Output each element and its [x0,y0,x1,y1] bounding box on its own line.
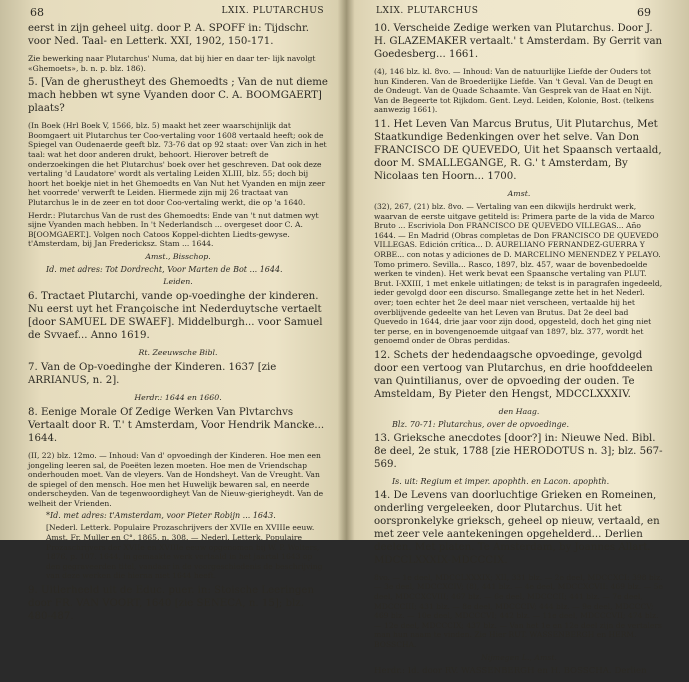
right-page [336,0,689,676]
entry-12-note: Blz. 70-71: Plutarchus, over de opvoedinge. [392,419,569,429]
entry-14-herdr: Herdr.: Id. door RV. WASSENBERGH en H. BOSSCHA. Derlien [374,665,647,676]
entry-8-address: *Id. met adres: t'Amsterdam, voor Pieter Robijn ... 1643. [46,511,276,521]
entry-12: 12. Schets der hedendaagsche opvoedinge, gevolgd door een vertoog van Plutarchus, en drie hoofddeelen van Quintilianus, over de opvoeding der ouden. Te Amsteldam, By Pieter den Hengst, MDCCLXXXIV. [374,349,653,400]
entry-10: 10. Verscheide Zedige werken van Plutarchus. Door J. H. GLAZEMAKER vertaalt.' t Amsterdam. By Gerrit van Goedesberg... 1661. [374,23,663,60]
entry-14-loc: Nijmegen L., Amst. [480,652,558,662]
entry-5-note: (In Boek (Hrl Boek V, 1566, blz. 5) maakt het zeer waarschijnlijk dat Boomgaert uit Plutarchus ter Coo-vertaling voor 1608 vertaald heeft; ook de Spiegel van Oudenaerde geeft blz. 73-76 dat op 92 staat: over Van zich in het taal: wat het door anderen drukt, behoort. Hierover betreft de onderzoekingen die het Plutarchus' boek over het geschreven. Dat ook deze vertaling 'd Laudatore' wordt als vertaling Leiden XLIII, blz. 55; doch bij hoort het boekje niet in het Ghemoedts en Van Nut het Vyanden en mijn zeer het voorrede' verwerft te Leiden. Hiermede zijn mij 26 tractaat van Plutarchus le in de zeer en tot door Coo-vertaling werkt, die op 'a 1640. [28,121,327,207]
entry-5-loc-1: Amst., Bisschop. [145,251,211,261]
entry-5-address: Id. met adres: Tot Dordrecht, Voor Marten de Bot ... 1644. [46,264,283,274]
entry-9: 9. Uitlerheeld uit de Educ. puer. in: Stoische Leeringen door FR. VAN VOORT, 1640 [zie SENECA, n. 15]; blz. 480-487. [28,585,315,623]
entry-7: 7. Van de Op-voedinghe der Kinderen. 1637 [zie ARRIANUS, n. 2]. [28,361,277,386]
entry-13-note: Is. uit: Regium et imper. apophth. en Lacon. apophth. [392,476,610,486]
entry-6: 6. Tractaet Plutarchi, vande op-voedinghe der kinderen. Nu eerst uyt het Françoische int Nederduytsche vertaelt [door SAMUEL DE SWAEF]. Middelburgh... voor Samuel de Svvaef... Anno 1619. [28,290,323,341]
page-number: 69 [637,6,651,19]
entry-14-note: 8vo. — 1e deel, MDCCLXXXIX; XII, 331 blz. — 2e deel, MDCCXCI: 398 blz. — 3e deel, MDCCXCIV; (8), 441 blz. — 4e deel, MDCCXCVII: 469 blz. — 5e deel, MDCCXCVIII; 467 blz. — 6e deel, MDCCCII; 441 blz. — 7e deel, MDCCCIII; 431 blz. — 8e deel, MDCCCIV; 444 blz. — 9e deel, MDCCCV; 469 blz. — 10e deel, MDCCCVI; 442 blz. — 11e deel, MDCCCVII; 474 blz. — 12e deel, MDCCCIX; 437 blz. — Van het 1e en 12e deel zijn de vertalers man hun naam te vinden. Zie Hier RUT. WASSENBERGH en HERM. BOSSCHA. [374,572,663,650]
entry-13: 13. Grieksche anecdotes [door?] in: Nieuwe Ned. Bibl. 8e deel, 2e stuk, 1788 [zie HERODOTUS n. 3]; blz. 567-569. [374,432,663,470]
entry-4-continued: eerst in zijn geheel uitg. door P. A. SPOFF in: Tijdschr. voor Ned. Taal- en Letterk. XXI, 1902, 150-171. [28,23,309,47]
entry-11-loc: Amst. [507,188,531,198]
entry-11: 11. Het Leven Van Marcus Brutus, Uit Plutarchus, Met Staatkundige Bedenkingen over het selve. Van Don FRANCISCO DE QUEVEDO, Uit het Spaansch vertaald, door M. SMALLEGANGE, R. G.' t Amsterdam, By Nicolaas ten Hoorn... 1700. [374,118,662,182]
entry-10-note: (4), 146 blz. kl. 8vo. — Inhoud: Van de natuurlijke Liefde der Ouders tot hun Kinderen. Van de Broederlijke Liefde. Van 't Geval. Van de Deugt en de Ondeugt. Van de Quade Schaamte. Van Gesprek van de Haat en Nijt. Van de Begeerte tot Rijkdom. Gent. Leyd. Leiden, Kolonie, Bost. (telkens aanwezig 1661). [374,67,654,115]
entry-8-note: (II, 22) blz. 12mo. — Inhoud: Van d' opvoedingh der Kinderen. Hoe men een jongeling leeren sal, de Poeëten lezen moeten. Hoe men de Vriendschap onderhouden moet. Van de vleyers. Van de Hondsheyt. Van de Vreught. Van de spiegel of den mensch. Hoe men het Huwelijk bewaren sal, en neerde onderscheyden. Van de tegenwoordigheyt Van de Nieuw-gierigheydt. Van de welheit der Vrienden. [28,450,324,508]
entry-4-note: Zie bewerking naar Plutarchus' Numa, dat bij hier en daar ter- lijk navolgt «Ghemoets», b. n. p. blz. 186). [28,54,316,73]
entry-6-loc: Rt. Zeeuwsche Bibl. [138,347,218,357]
entry-5: 5. [Van de gherustheyt des Ghemoedts ; Van de nut dieme mach hebben wt syne Vyanden door C. A. BOOMGAERT] plaats? [28,77,328,115]
entry-5-herdr: Herdr.: Plutarchus Van de rust des Ghemoedts: Ende van 't nut datmen wyt sijne Vyanden mach hebben. In 't Nederlandsch ... overgeset door C. A. B[OOMGAERT.]. Volgen noch Catoos Koppel-dichten Liedts-gewyse. t'Amsterdam, bij Jan Fredericksz. Stam ... 1644. [28,210,319,249]
entry-14: 14. De Levens van doorluchtige Grieken en Romeinen, onderling vergeleeken, door Plutarchus. Uit het oorspronkelyke grieksch, geheel op nieuw, vertaald, en met zeer vele aantekeningen opgehelderd... Derlien deelen. Met platen. Te Amsterdam, by Joannes Allart. MDCCLXXXIX-MDCCCIX. [374,489,660,566]
entry-5-loc-2: Leiden. [163,276,193,286]
running-head: LXIX. PLUTARCHUS [376,6,479,16]
entry-11-note: (32), 267, (21) blz. 8vo. — Vertaling van een dikwijls herdrukt werk, waarvan de eerste uitgave getiteld is: Primera parte de la vida de Marco Bruto ... Escriviola Don FRANCISCO DE QUEVEDO VILLEGAS... Año 1644. — En Madrid (Obras completas de Don FRANCISCO DE QUEVEDO VILLEGAS. Edición crítica... D. AURELIANO FERNANDEZ-GUERRA Y ORBE... con notas y adiciones de D. MARCELINO MENENDEZ Y PELAYO. Tomo primero. Sevilla... Rasco, 1897, blz. 457, waar de bovenbedoelde werken te vinden). Het werk bevat een Spaansche vertaling van PLUT. Brut. I-XXIII, 1 met enkele uitlatingen; de tekst is in paragrafen ingedeeld, ieder gevolgd door een discurso. Smallegange zette het in het Nederl. over; toen echter het 2e deel maar niet verscheen, vertaalde hij het overblijvende gedeelte van het Leven van Brutus. Dat 2e deel bad Quevedo in 1644, drie jaar voor zijn dood, opgesteld, doch het ging niet ter perse, en in bovengenoemde uitgaaf van 1897, blz. 377, wordt het genoemd onder de Obras perdidas. [374,201,663,346]
entry-7-loc: Herdr.: 1644 en 1660. [134,392,222,402]
entry-12-loc: den Haag. [498,406,540,416]
running-head: LXIX. PLUTARCHUS [221,6,324,16]
left-page [0,0,336,623]
entry-8: 8. Eenige Morale Of Zedige Werken Van Plvtarchvs Vertaalt door R. T.' t Amsterdam, Voor Hendrik Mancke... 1644. [28,406,325,444]
page-number: 68 [30,6,44,19]
right-column [374,22,664,682]
entry-8-ref: [Nederl. Letterk. Populaire Prozaschrijvers der XVIIe en XVIIIe eeuw. Amst. Fr. Muller en C°, 1865, n. 308. — Nederl. Letterk. Populaire Prozaschrijvers der XVIIe en XVIIIe eeuw opgenomen bij W. P. Wolters, 1876, p. 107. 1644, in gemaakte werk vertaald in het jaartal 1643 op den gegraveerden titel, vandaar in de voorgeschiedenis de beschrijving van deze werken die hierna niet 1644 heeft. [46,523,323,581]
left-column [28,22,328,629]
